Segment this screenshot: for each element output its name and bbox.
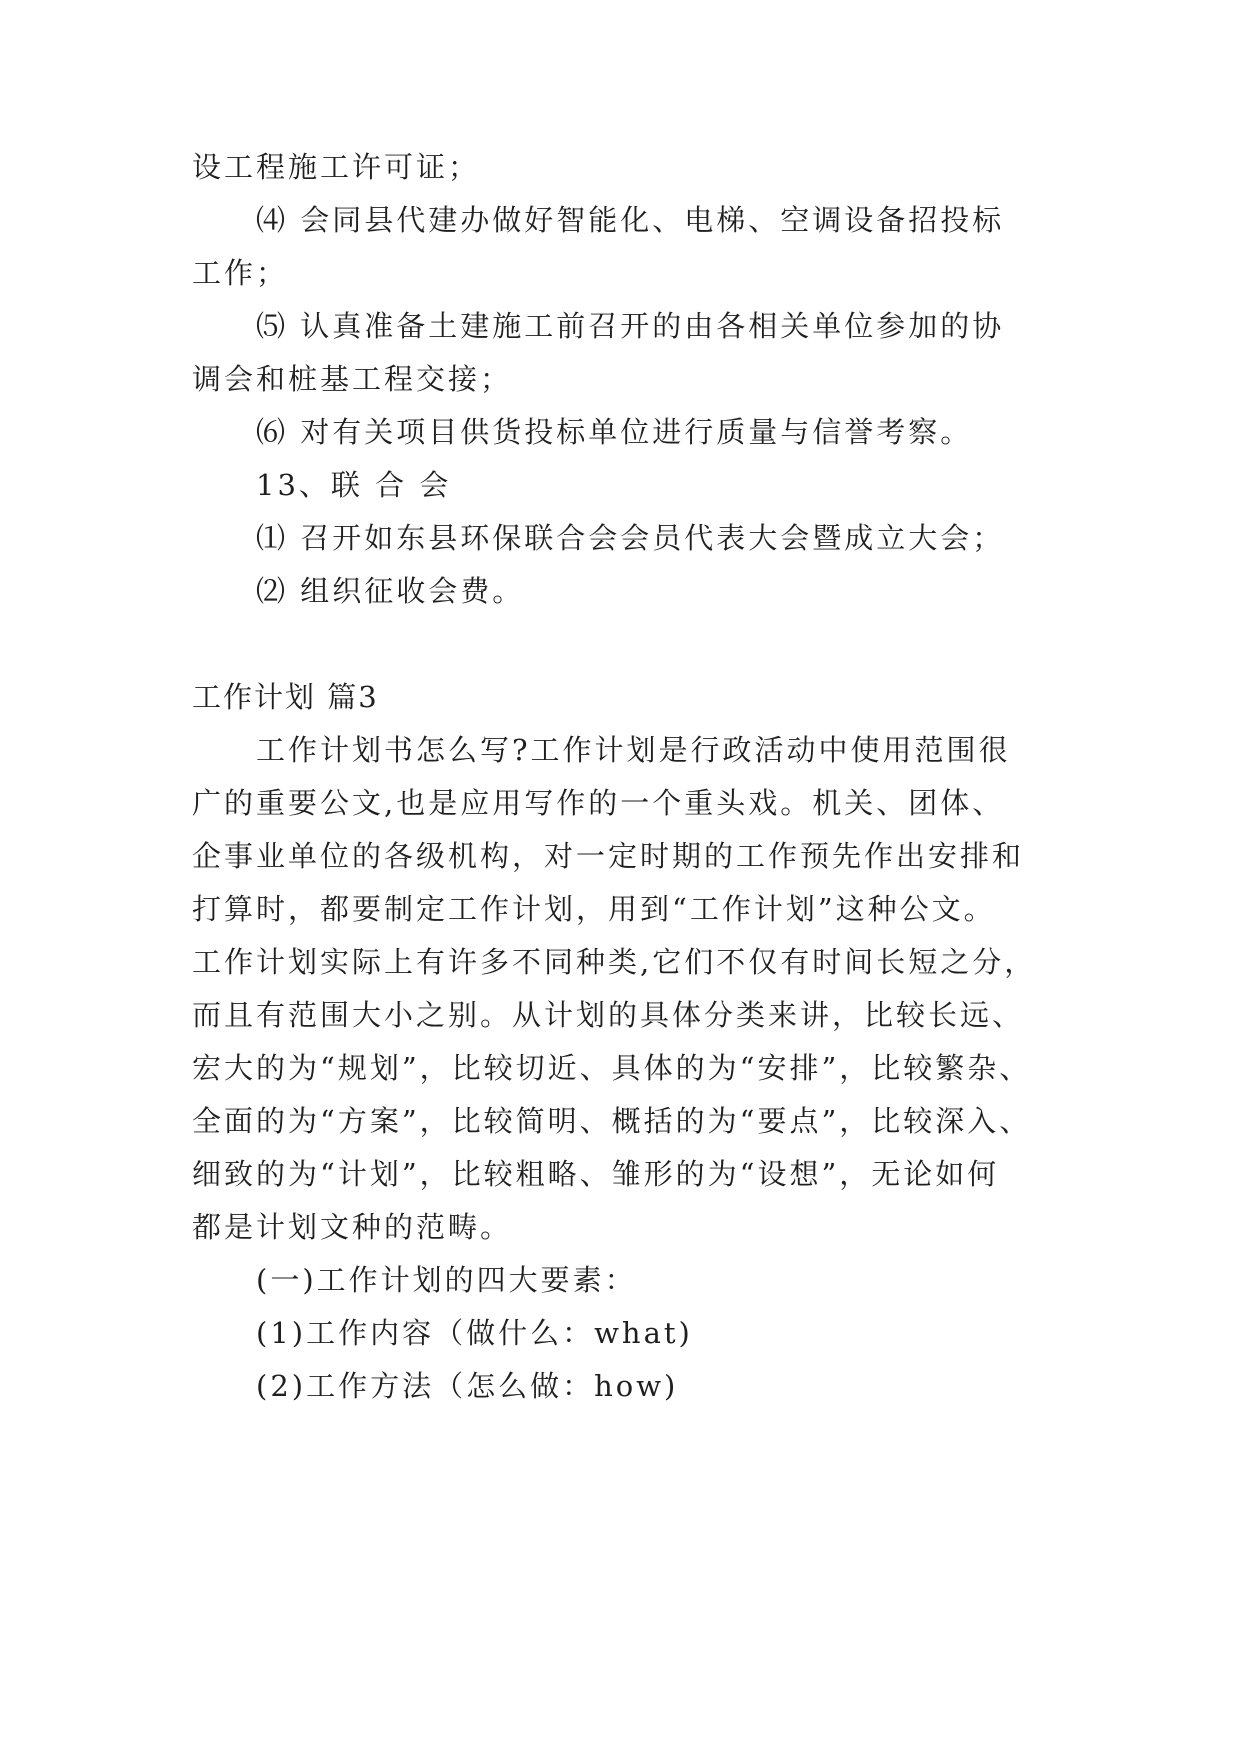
paragraph-line: 工作计划实际上有许多不同种类,它们不仅有时间长短之分， bbox=[192, 945, 1037, 979]
list-item-6: ⑹ 对有关项目供货投标单位进行质量与信誉考察。 bbox=[256, 415, 973, 449]
list-item-2: ⑵ 组织征收会费。 bbox=[256, 574, 525, 608]
paragraph-line: 工作计划书怎么写?工作计划是行政活动中使用范围很 bbox=[256, 733, 1011, 767]
text-line: 设工程施工许可证； bbox=[192, 150, 481, 184]
paragraph-line: 都是计划文种的范畴。 bbox=[192, 1210, 513, 1244]
paragraph-line: 企事业单位的各级机构，对一定时期的工作预先作出安排和 bbox=[192, 839, 1025, 873]
article-title: 工作计划 篇3 bbox=[192, 680, 379, 714]
paragraph-line: 广的重要公文,也是应用写作的一个重头戏。机关、团体、 bbox=[192, 786, 1005, 820]
subsection-heading: (一)工作计划的四大要素： bbox=[256, 1263, 637, 1297]
paragraph-line: 细致的为“计划”，比较粗略、雏形的为“设想”，无论如何 bbox=[192, 1157, 1000, 1191]
paragraph-line: 打算时，都要制定工作计划，用到“工作计划”这种公文。 bbox=[192, 892, 996, 926]
list-item-element-2: (2)工作方法（怎么做：how) bbox=[256, 1369, 679, 1403]
list-item-5: ⑸ 认真准备土建施工前召开的由各相关单位参加的协 bbox=[256, 309, 1005, 343]
text-line: 调会和桩基工程交接； bbox=[192, 362, 513, 396]
section-heading-13: 13、联 合 会 bbox=[256, 468, 452, 502]
paragraph-line: 全面的为“方案”，比较简明、概括的为“要点”，比较深入、 bbox=[192, 1104, 1032, 1138]
list-item-1: ⑴ 召开如东县环保联合会会员代表大会暨成立大会； bbox=[256, 521, 1005, 555]
paragraph-line: 宏大的为“规划”，比较切近、具体的为“安排”，比较繁杂、 bbox=[192, 1051, 1032, 1085]
text-line: 工作； bbox=[192, 256, 289, 290]
list-item-element-1: (1)工作内容（做什么：what) bbox=[256, 1316, 693, 1350]
list-item-4: ⑷ 会同县代建办做好智能化、电梯、空调设备招投标 bbox=[256, 203, 1005, 237]
paragraph-line: 而且有范围大小之别。从计划的具体分类来讲，比较长远、 bbox=[192, 998, 1025, 1032]
